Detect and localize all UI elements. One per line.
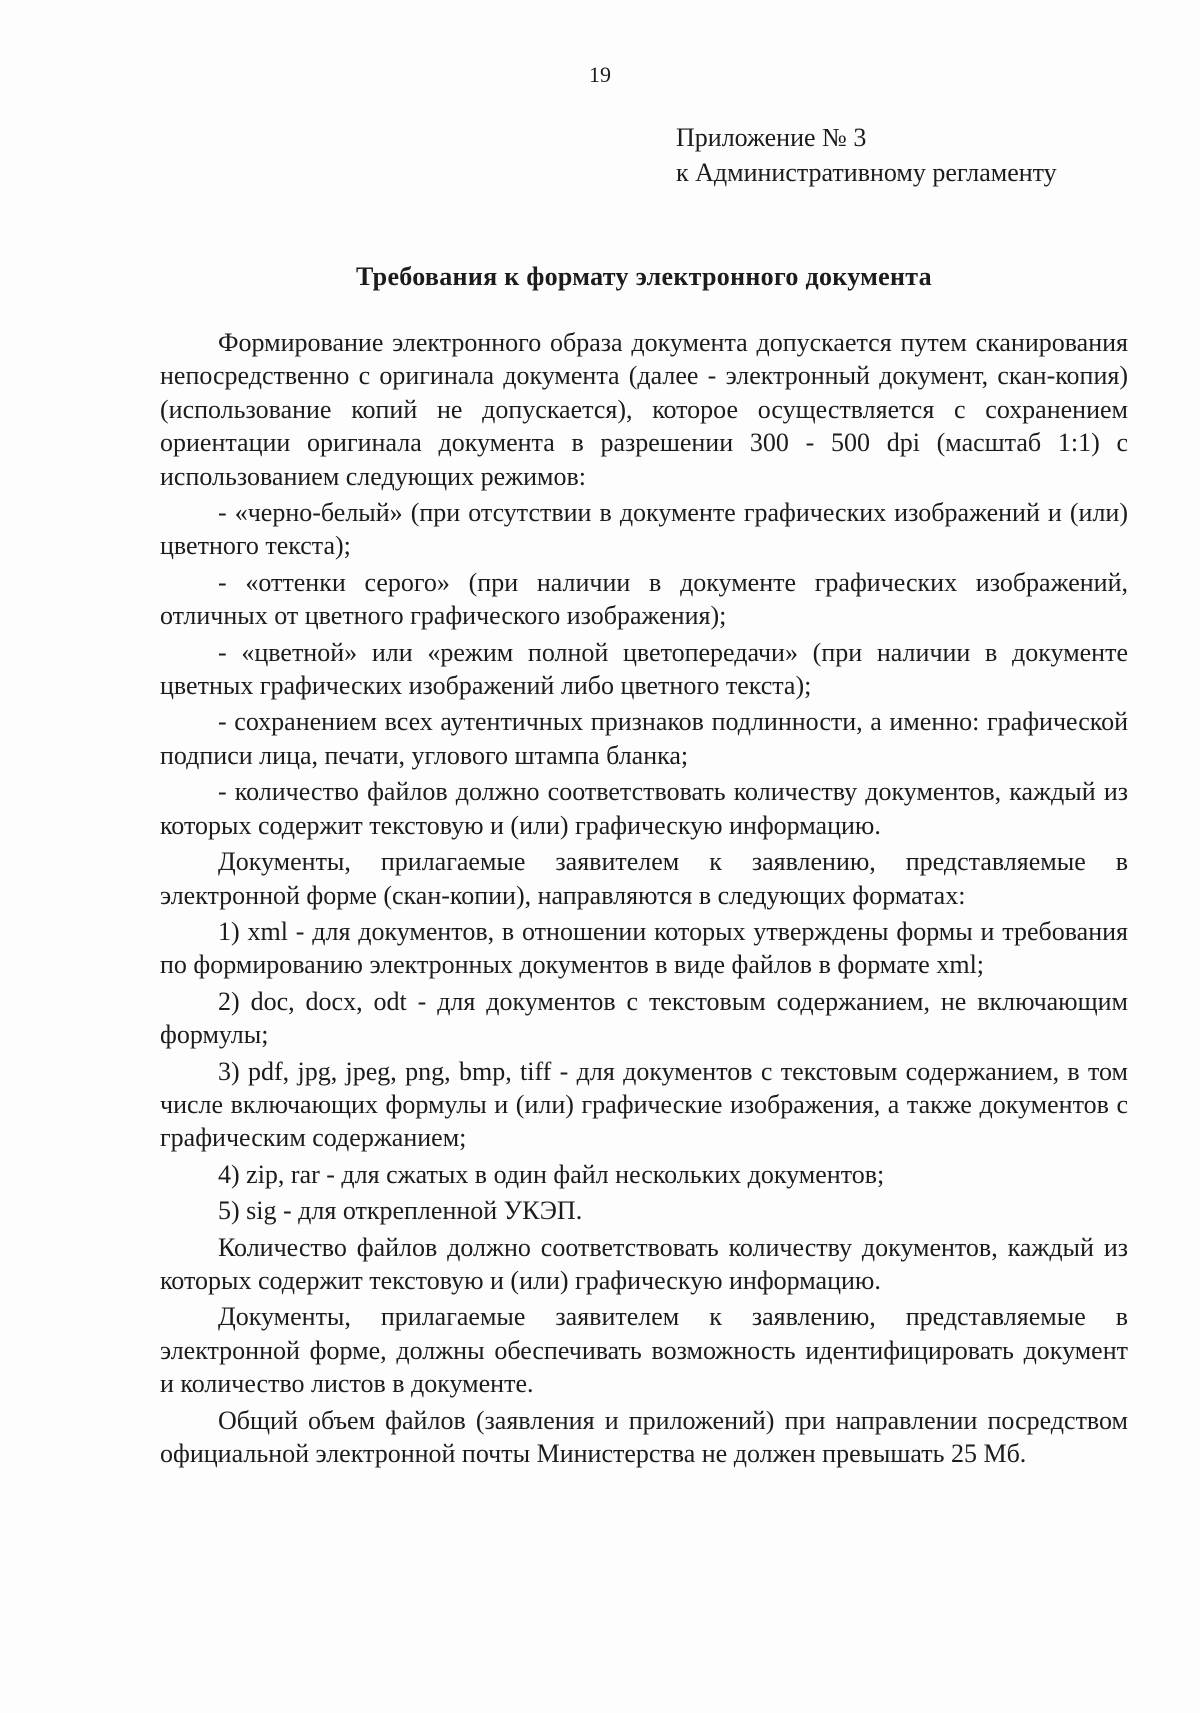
document-body: [160, 326, 1128, 1470]
list-item: - «цветной» или «режим полной цветопередачи» (при наличии в документе цветных графических изображений либо цветного текста);: [160, 637, 1128, 701]
paragraph: Документы, прилагаемые заявителем к заявлению, представляемые в электронной форме (скан-копии), направляются в следующих форматах:: [160, 847, 1128, 910]
document-title: Требования к формату электронного документа: [356, 262, 932, 291]
paragraph: Документы, прилагаемые заявителем к заявлению, представляемые в электронной форме, должны обеспечивать возможность идентифицировать документ и количество листов в документе.: [160, 1302, 1128, 1399]
list-item: - сохранением всех аутентичных признаков подлинности, а именно: графической подписи лица, печати, углового штампа бланка;: [160, 707, 1128, 770]
list-item: - «оттенки серого» (при наличии в документе графических изображений, отличных от цветного графического изображения);: [160, 567, 1128, 631]
format-item: 4) zip, rar - для сжатых в один файл нескольких документов;: [218, 1159, 885, 1189]
paragraph: Общий объем файлов (заявления и приложений) при направлении посредством официальной электронной почты Министерства не должен превышать 25 Мб.: [160, 1405, 1128, 1468]
format-item: 3) pdf, jpg, jpeg, png, bmp, tiff - для документов с текстовым содержанием, в том числе включающих формулы и (или) графические изображения, а также документов с графическим содержанием;: [160, 1056, 1128, 1153]
appendix-line-2: к Административному регламенту: [676, 158, 1057, 187]
appendix-header: [676, 120, 1057, 190]
appendix-line-1: Приложение № 3: [676, 123, 867, 152]
format-item: 1) xml - для документов, в отношении которых утверждены формы и требования по формированию электронных документов в виде файлов в формате xml;: [160, 916, 1128, 980]
page-number: 19: [589, 62, 611, 87]
format-item: 5) sig - для открепленной УКЭП.: [218, 1196, 583, 1226]
paragraph: Формирование электронного образа документа допускается путем сканирования непосредственно с оригинала документа (далее - электронный документ, скан-копия) (использование копий не допускается), которое осуществляется с сохранением ориентации оригинала документа в разрешении 300 - 500 dpi (масштаб 1:1) с использованием следующих режимов:: [160, 328, 1128, 491]
paragraph: Количество файлов должно соответствовать количеству документов, каждый из которых содержит текстовую и (или) графическую информацию.: [160, 1232, 1128, 1295]
list-item: - количество файлов должно соответствовать количеству документов, каждый из которых содержит текстовую и (или) графическую информацию.: [160, 777, 1128, 840]
list-item: - «черно-белый» (при отсутствии в документе графических изображений и (или) цветного текста);: [160, 498, 1128, 561]
format-item: 2) doc, docx, odt - для документов с текстовым содержанием, не включающим формулы;: [160, 986, 1128, 1050]
